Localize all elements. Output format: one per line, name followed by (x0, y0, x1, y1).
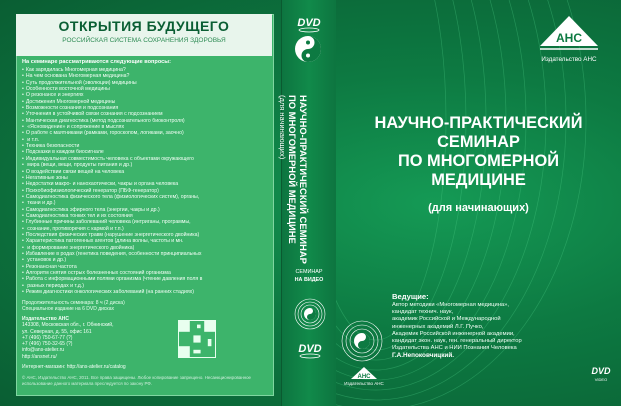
topic-item: • Характеристика патогенных агентов (длина волны, частоты и мн. (22, 238, 270, 244)
topic-item: • Самодиагностика эфирного тела (энергии, чакры и др.) (22, 207, 270, 213)
topic-item: • и т.п. (22, 137, 270, 143)
title-line: ПО МНОГОМЕРНОЙ (397, 152, 560, 170)
speakers-label: Ведущие: (392, 292, 429, 301)
speaker-desc-line: кандидат технич. наук, (392, 309, 454, 316)
topic-item: • Уточнения в устойчивой связи сознания с подсознанием (22, 111, 270, 117)
dvd-logo-icon (294, 14, 324, 34)
topic-item: • Самодиагностика тонких тел и их состояния (22, 213, 270, 219)
contact-org: Издательство АНС (22, 316, 70, 322)
title-line: СЕМИНАР (437, 133, 520, 151)
topic-item: • мира (вещи, вещи, продукты питания и др.) (22, 162, 270, 168)
spine-video-label (288, 268, 330, 284)
topic-item: • Самодиагностика физического тела (физиологических систем), органы, (22, 194, 270, 200)
spine-video-line1: СЕМИНАР (295, 269, 323, 275)
topic-item: • Особенности восточной медицины (22, 86, 270, 92)
topic-item: • Режим диагностики онкологических заболеваний (на ранних стадиях) (22, 289, 270, 295)
front-dvd-logo (586, 366, 616, 386)
dvd-logo-text: DVD (297, 17, 321, 29)
ans-small-logo-icon (350, 366, 378, 380)
speaker-desc-line: академик Российской и Международной (392, 316, 501, 323)
topic-item: • О работе с маятниками (рамками, гороскопом, логиками, заочно) (22, 130, 270, 136)
speaker-desc-line: Автор методики «Многомерная медицина», (392, 302, 509, 308)
spine-subtitle: (для начинающих) (278, 95, 287, 160)
back-title: ОТКРЫТИЯ БУДУЩЕГО (58, 18, 230, 34)
topic-item: • Алгоритм снятия острых болезненных состояний организма (22, 270, 270, 276)
publisher-caption: Издательство АНС (541, 56, 597, 63)
topics-list (22, 67, 270, 295)
speaker-desc-line: Издательства АНС и НИИ Познания Человека (392, 345, 517, 352)
speaker-name: Г.А.Непоковчицкий. (392, 352, 455, 360)
topic-item: • Подсказки в каждом биосигнале (22, 149, 270, 155)
spine-title: НАУЧНО-ПРАКТИЧЕСКИЙ СЕМИНАР (298, 95, 309, 264)
topic-item: • разных периодах и т.д.) (22, 283, 270, 289)
topic-item: • На чем основана Многомерная медицина? (22, 73, 270, 79)
speaker-desc-line: инженерных академий Л.Г. Пучко, (392, 323, 484, 330)
topic-item: • Резонансная частота (22, 264, 270, 270)
title-line: НАУЧНО-ПРАКТИЧЕСКИЙ (374, 114, 583, 132)
contact-line: +7 (496) 750-67-77 (?) (22, 334, 73, 341)
emblem-caption: Издательство АНС (344, 381, 384, 386)
back-footer: © АНС, Издательство АНС, 2011. Все права защищены. Любое копирование запрещено. Несанкционированное использование данного материала преследуется по закону РФ. (22, 375, 251, 386)
topic-item: • Мантическая диагностика (метод подсознательного биоконтроля) (22, 118, 270, 124)
main-title (336, 114, 621, 190)
topic-item: • Достижения Многомерной медицины (22, 99, 270, 105)
speakers-description (392, 302, 587, 352)
ans-logo-text: АНС (556, 31, 582, 45)
back-cover (0, 0, 281, 406)
topic-item: • Возможности сознания и подсознания (22, 105, 270, 111)
speaker-desc-line: Академик Российской инженерной академии, (392, 330, 515, 337)
spiral-emblem-icon (294, 298, 326, 330)
title-line: МЕДИЦИНЕ (431, 171, 526, 189)
topic-item: • Психобиофизиологический генератор (ПБФ-генератор) (22, 188, 270, 194)
note-duration: Продолжительность семинара: 8 ч (2 диска) (22, 300, 125, 306)
topic-item: • Избавление в родах (генетика поведения, особенности принципиальных (22, 251, 270, 257)
qr-code (178, 320, 216, 358)
ans-small-logo-text: АНС (357, 374, 371, 380)
yin-yang-emblem-icon (341, 320, 383, 362)
spine-title-2: ПО МНОГОМЕРНОЙ МЕДИЦИНЕ (287, 95, 298, 244)
topic-item: • и формирование энергетического двойника) (22, 245, 270, 251)
contact-line: info@ans-atelier.ru (22, 347, 65, 354)
back-subtitle: РОССИЙСКАЯ СИСТЕМА СОХРАНЕНИЯ ЗДОРОВЬЯ (62, 37, 226, 44)
topic-item: • Глубинные причины заболеваний человека (интриганы, программы, (22, 219, 270, 225)
topic-item: • Последствия физических травм (нарушение энергетического двойника) (22, 232, 270, 238)
contact-line: +7 (496) 750-32-65 (?) (22, 341, 73, 348)
topic-item: • установок и др.) (22, 257, 270, 263)
topic-item: • О воздействии связи вещей на человека (22, 169, 270, 175)
yin-yang-icon (293, 34, 323, 64)
contact-line: ул. Северная, д. 55, офис 161 (22, 328, 92, 335)
back-note (22, 300, 270, 312)
dvd-bottom-logo-icon (295, 340, 325, 360)
topic-item: • «Ясновидение» и сопряжение в мыслях (22, 124, 270, 130)
topic-item: • Работа с информационными полями организма (чтение давления поля в (22, 276, 270, 282)
back-website[interactable]: Интернет-магазин: http://ans-atelier.ru/catalog (22, 364, 126, 370)
front-dvd-sub: VIDEO (594, 377, 608, 382)
contact-line: 143308, Московская обл., г. Обнинский, (22, 322, 114, 329)
spine-title-block (278, 95, 331, 275)
ans-logo-icon (538, 14, 600, 54)
main-subtitle: (для начинающих) (428, 202, 529, 214)
back-lead: На семинаре рассматриваются следующие вопросы: (22, 59, 171, 65)
publisher-contacts (22, 316, 152, 360)
topic-item: • Суть продолжительной (эволюции) медицины (22, 80, 270, 86)
topic-item: • Индивидуальная совместимость человека с объектами окружающего (22, 156, 270, 162)
speakers-block (392, 292, 587, 359)
topic-item: • ткани и др.) (22, 200, 270, 206)
topic-item: • Техника безопасности (22, 143, 270, 149)
spine-video-line2: НА ВИДЕО (294, 277, 324, 283)
front-dvd-text: DVD (591, 366, 611, 376)
topic-item: • О резонансе и энергиях (22, 92, 270, 98)
qr-code-icon (179, 321, 215, 357)
topic-item: • сознание, противоречия с кармой и т.п.) (22, 226, 270, 232)
dvd-bottom-text: DVD (298, 343, 322, 355)
topic-item: • Негативные зоны (22, 175, 270, 181)
contact-line: http://ansnet.ru/ (22, 353, 57, 360)
topic-item: • Недостатки макро- и нанохаотически, чакры и органа человека (22, 181, 270, 187)
spine-title-rotated (278, 95, 309, 264)
speaker-desc-line: кандидат экон. наук, ген. генеральный директор (392, 338, 522, 345)
note-edition: Специальное издание на 6 DVD дисках (22, 306, 115, 312)
topic-item: • Как зарядилась Многомерная медицина? (22, 67, 270, 73)
